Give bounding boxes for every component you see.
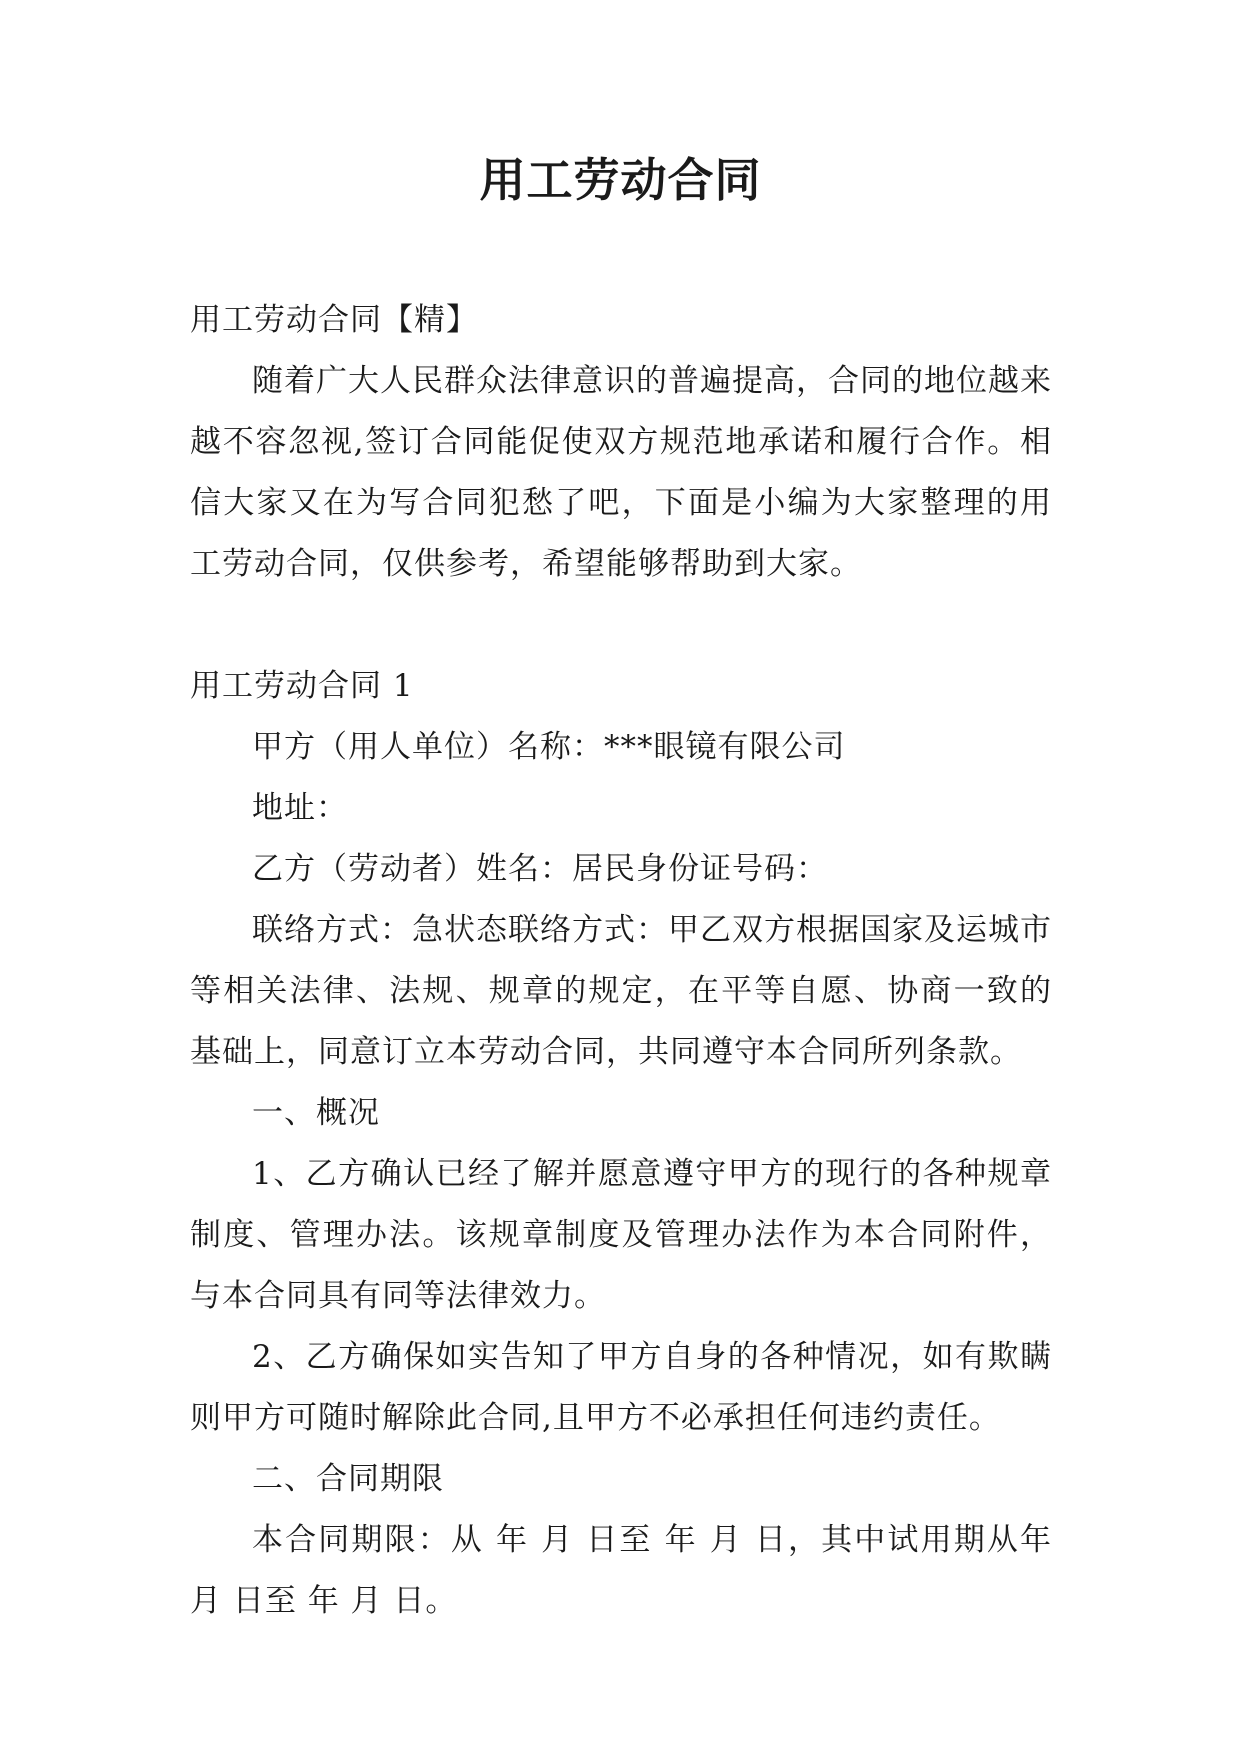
term-paragraph: 本合同期限：从 年 月 日至 年 月 日，其中试用期从年 月 日至 年 月 日。 [190,1522,1052,1619]
document-body [190,290,1052,1632]
party-a-line: 甲方（用人单位）名称：***眼镜有限公司 [252,729,846,765]
party-b-line: 乙方（劳动者）姓名：居民身份证号码： [252,851,828,887]
contact-paragraph: 联络方式：急状态联络方式：甲乙双方根据国家及运城市等相关法律、法规、规章的规定，在平等自愿、协商一致的基础上，同意订立本劳动合同，共同遵守本合同所列条款。 [190,912,1052,1070]
document-subtitle: 用工劳动合同【精】 [190,302,478,338]
intro-paragraph: 随着广大人民群众法律意识的普遍提高，合同的地位越来越不容忽视,签订合同能促使双方规范地承诺和履行合作。相信大家又在为写合同犯愁了吧，下面是小编为大家整理的用工劳动合同，仅供参考，希望能够帮助到大家。 [190,363,1052,582]
document-title: 用工劳动合同 [479,153,762,207]
clause-2: 2、乙方确保如实告知了甲方自身的各种情况，如有欺瞒则甲方可随时解除此合同,且甲方不必承担任何违约责任。 [190,1339,1052,1436]
section-heading: 用工劳动合同 1 [190,668,414,704]
clause-1: 1、乙方确认已经了解并愿意遵守甲方的现行的各种规章制度、管理办法。该规章制度及管理办法作为本合同附件，与本合同具有同等法律效力。 [190,1156,1052,1314]
heading-overview: 一、概况 [252,1095,380,1131]
address-line: 地址： [252,790,348,826]
heading-term: 二、合同期限 [252,1461,444,1497]
paragraph-gap [190,595,1052,656]
